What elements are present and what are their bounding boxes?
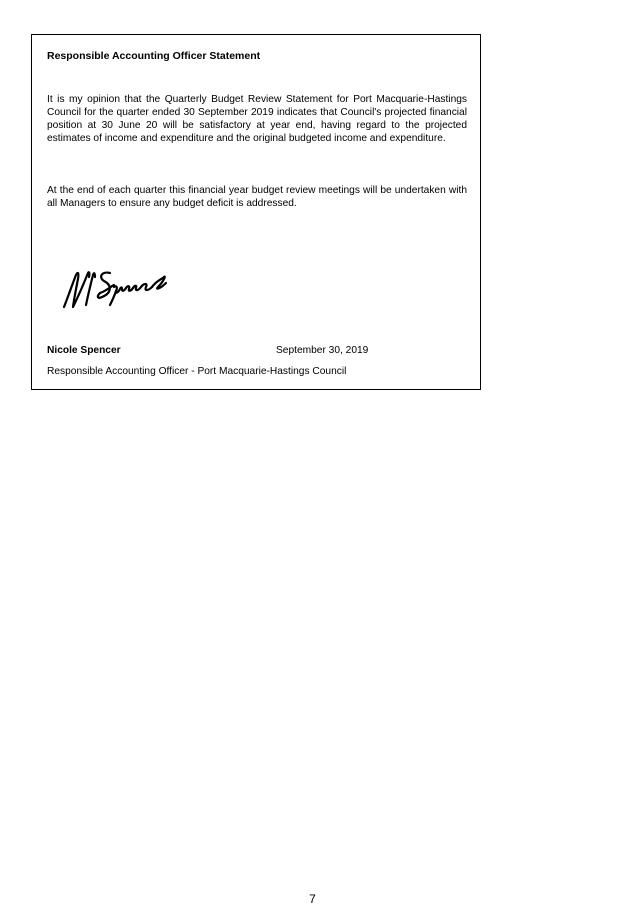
page-number: 7 <box>309 892 316 906</box>
signature-date: September 30, 2019 <box>276 345 369 356</box>
signer-name: Nicole Spencer <box>47 345 121 356</box>
signer-role: Responsible Accounting Officer - Port Macquarie-Hastings Council <box>47 366 347 377</box>
statement-box <box>31 34 481 390</box>
statement-paragraph-opinion: It is my opinion that the Quarterly Budget Review Statement for Port Macquarie-Hastings Council for the quarter ended 30 September 2019 indicates that Council's projected financial position at 30 June 20 will be satisfactory at year end, having regard to the projected estimates of income and expenditure and the original budgeted income and expenditure. <box>47 94 467 144</box>
statement-paragraph-reviews: At the end of each quarter this financial year budget review meetings will be undertaken with all Managers to ensure any budget deficit is addressed. <box>47 185 467 209</box>
signature-image <box>58 263 218 315</box>
statement-title: Responsible Accounting Officer Statement <box>47 50 261 62</box>
